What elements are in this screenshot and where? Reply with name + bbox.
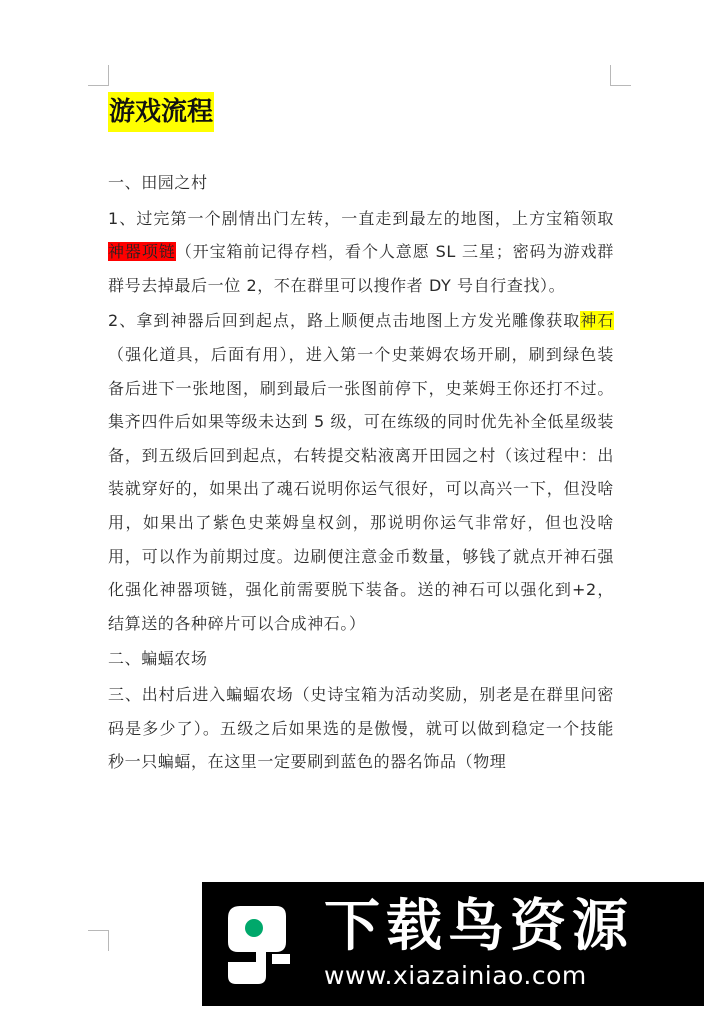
watermark-brand: 下载鸟资源: [324, 894, 634, 959]
watermark-url: www.xiazainiao.com: [324, 961, 587, 990]
title-row: [108, 92, 614, 132]
paragraph-2-text-after: （强化道具，后面有用），进入第一个史莱姆农场开刷，刷到绿色装备后进下一张地图，刷到最后一张图前停下，史莱姆王你还打不过。集齐四件后如果等级未达到 5 级，可在练级的同时优先补全低星级装备，到五级后回到起点，右转提交粘液离开田园之村（该过程中：出装就穿好的，如果出了魂石说明你运气很好，可以高兴一下，但没啥用，如果出了紫色史莱姆皇权剑，那说明你运气非常好，但也没啥用，可以作为前期过度。边刷便注意金币数量，够钱了就点开神石强化强化神器项链，强化前需要脱下装备。送的神石可以强化到+2，结算送的各种碎片可以合成神石。）: [108, 344, 614, 633]
page-corner-mark-top-right: [610, 65, 631, 86]
section-heading-1: 一、田园之村: [108, 173, 208, 192]
page-corner-mark-bottom-left: [88, 930, 109, 951]
paragraph-2: [108, 304, 614, 640]
section-heading-2: 二、蝙蝠农场: [108, 649, 208, 669]
highlight-divine-stone: 神石: [580, 311, 615, 331]
paragraph-1-text-before: 1、过完第一个剧情出门左转，一直走到最左的地图，上方宝箱领取: [108, 208, 614, 228]
document-title: 游戏流程: [108, 92, 214, 132]
paragraph-2-text-before: 2、拿到神器后回到起点，路上顺便点击地图上方发光雕像获取: [108, 311, 581, 331]
page-corner-mark-top-left: [88, 65, 109, 86]
watermark-text-block: [324, 895, 634, 993]
watermark-banner: [202, 882, 704, 1006]
document-body: [108, 84, 614, 779]
highlight-divine-necklace: 神器项链: [108, 242, 176, 262]
paragraph-1-text-after: （开宝箱前记得存档，看个人意愿 SL 三星；密码为游戏群群号去掉最后一位 2，不在群里可以搜作者 DY 号自行查找）。: [108, 242, 614, 295]
paragraph-1: [108, 202, 614, 303]
bird-logo-icon: [216, 896, 312, 992]
paragraph-3: 三、出村后进入蝙蝠农场（史诗宝箱为活动奖励，别老是在群里问密码是多少了）。五级之后如果选的是傲慢，就可以做到稳定一个技能秒一只蝙蝠，在这里一定要刷到蓝色的器名饰品（物理: [108, 684, 614, 772]
